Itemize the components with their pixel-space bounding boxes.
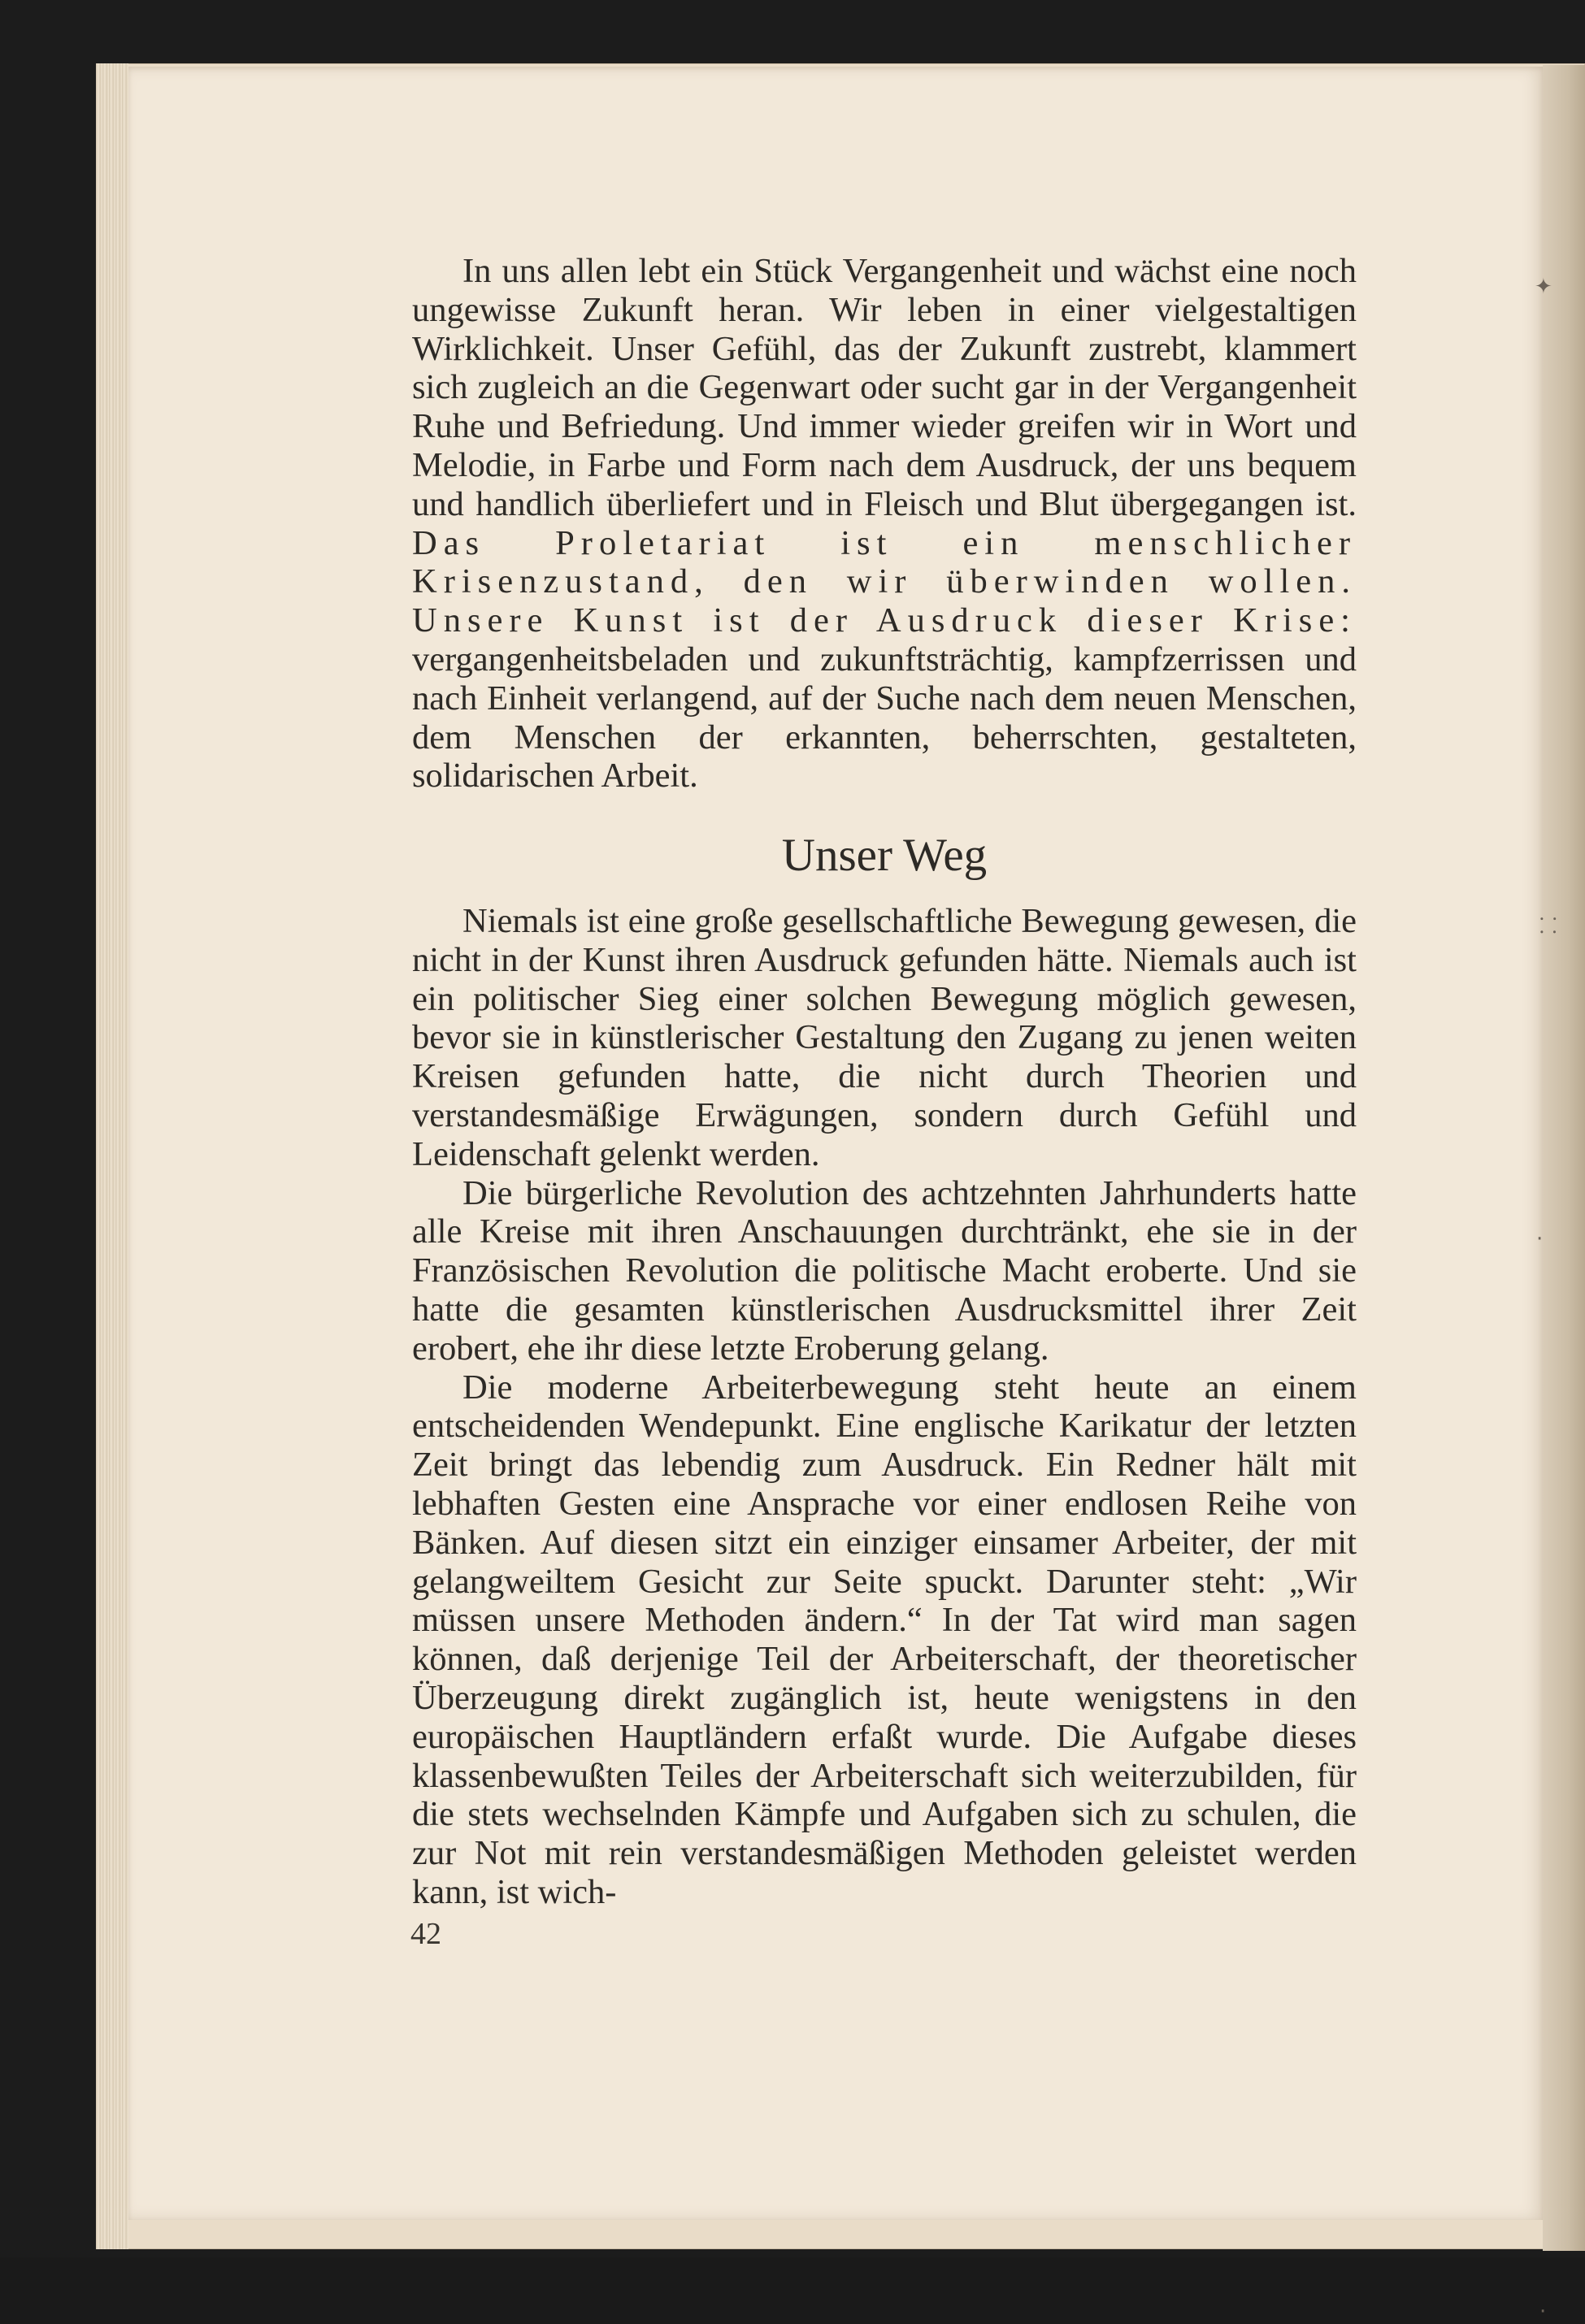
paragraph-4: Die moderne Arbeiterbewegung steht heute an einem entscheidenden Wendepunkt. Eine englische Karikatur der letzten Zeit bringt das lebendig zum Ausdruck. Ein Redner hält mit lebhaften Gesten eine Ansprache vor einer endlosen Reihe von Bänken. Auf diesen sitzt ein einziger einsamer Arbeiter, der mit gelangweiltem Gesicht zur Seite spuckt. Darunter steht: „Wir müssen unsere Methoden ändern.“ In der Tat wird man sagen können, daß derjenige Teil der Arbeiterschaft, der theoretischer Überzeugung direkt zugänglich ist, heute wenigstens in den europäischen Hauptländern erfaßt wurde. Die Aufgabe dieses klassenbewußten Teiles der Arbeiterschaft sich weiterzubilden, für die stets wechselnden Kämpfe und Aufgaben sich zu schulen, die zur Not mit rein verstandesmäßigen Methoden geleistet werden kann, ist wich- [412, 1368, 1357, 1911]
margin-mark-icon: · [1539, 2300, 1547, 2324]
margin-mark-icon: ✦ [1535, 275, 1552, 299]
paragraph-3: Die bürgerliche Revolution des achtzehnten Jahrhunderts hatte alle Kreise mit ihren Anschauungen durchtränkt, ehe sie in der Französischen Revolution die politische Macht eroberte. Und sie hatte die gesamten künstlerischen Ausdrucksmittel ihrer Zeit erobert, ehe ihr diese letzte Eroberung gelang. [412, 1173, 1357, 1368]
margin-mark-icon: · [1536, 1227, 1544, 1251]
binding-edge [1543, 65, 1585, 2251]
section-heading: Unser Weg [781, 830, 988, 881]
paragraph-1-spaced-text: Das Proletariat ist ein menschlicher Krisenzustand, den wir überwinden wollen. Unsere Kunst ist der Ausdruck dieser Krise: [412, 523, 1357, 640]
paragraph-1-rest-text: vergangenheitsbeladen und zukunftsträchtig, kampfzerrissen und nach Einheit verlangend, auf der Suche nach dem neuen Menschen, dem Menschen der erkannten, beherrschten, gestalteten, solidarischen Arbeit. [412, 640, 1357, 796]
margin-mark-icon: ⸬ [1539, 914, 1557, 939]
paragraph-2: Niemals ist eine große gesellschaftliche Bewegung gewesen, die nicht in der Kunst ihren Ausdruck gefunden hätte. Niemals auch ist ein politischer Sieg einer solchen Bewegung möglich gewesen, bevor sie in künstlerischer Gestaltung den Zugang zu jenen weiten Kreisen gefunden hatte, die nicht durch Theorien und verstandesmäßige Erwägungen, sondern durch Gefühl und Leidenschaft gelenkt werden. [412, 902, 1357, 1173]
paragraph-1-text: In uns allen lebt ein Stück Vergangenheit und wächst eine noch ungewisse Zukunft heran. Wir leben in einer vielgestaltigen Wirklichkeit. Unser Gefühl, das der Zukunft zustrebt, klammert sich zugleich an die Gegenwart oder sucht gar in der Vergangenheit Ruhe und Befriedung. Und immer wieder greifen wir in Wort und Melodie, in Farbe und Form nach dem Ausdruck, der uns bequem und handlich überliefert und in Fleisch und Blut übergegangen ist. [412, 252, 1357, 523]
section-body [412, 902, 1357, 1912]
opening-paragraph [412, 252, 1357, 796]
page-number: 42 [410, 1917, 441, 1951]
